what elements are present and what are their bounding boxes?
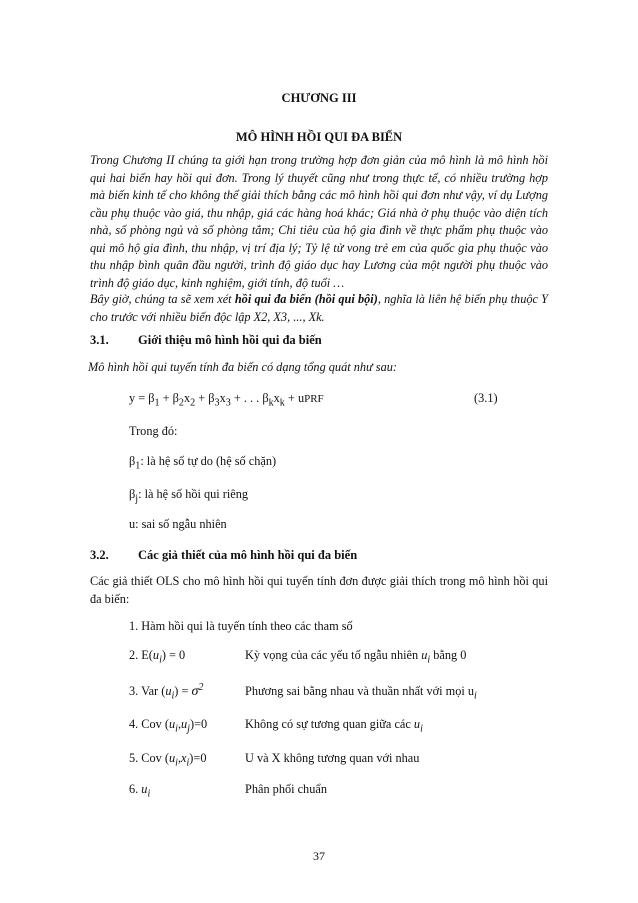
section-3-1-number: 3.1. [90,333,109,347]
multi-regression-paragraph [90,291,548,326]
section-3-2-title: Các giả thiết của mô hình hồi qui đa biến [138,548,358,562]
where-label: Trong đó: [129,424,178,438]
assumption-2: 2. $E(u_i) = 0$ [129,648,186,666]
assumption-3: 3. Var $(u_i) = \sigma^2$ [129,681,204,702]
def-beta1: $\beta_1$: là hệ số tự do (hệ số chặn) [129,454,277,472]
assumption-4-desc: Không có sự tương quan giữa các $u_i$ [245,717,423,735]
equation-number: (3.1) [474,391,498,405]
equation-3-1: $y = \beta_1 + \beta_2x_2 + \beta_3x_3$ + . . . $\beta_kx_k$ + uPRF [129,391,324,409]
assumption-6-desc: Phân phối chuẩn [245,782,327,796]
para2-after: , nghĩa là liên hệ biến phụ thuộc Y cho trước với nhiều biến độc lập X2, X3, ..., Xk. [90,292,549,324]
para2-before: Bây giờ, chúng ta sẽ xem xét [90,292,235,306]
assumption-4: 4. Cov $(u_i,u_j)=0$ [129,717,208,735]
general-form-text: Mô hình hồi qui tuyến tính đa biến có dạng tổng quát như sau: [88,360,397,374]
assumption-3-desc: Phương sai bằng nhau và thuần nhất với mọi $u_i$ [245,684,477,702]
assumption-2-desc: Kỳ vọng của các yếu tố ngẫu nhiên $u_i$ bằng 0 [245,648,467,666]
assumption-5: 5. Cov $(u_i,x_i)=0$ [129,751,207,769]
assumption-1: 1. Hàm hồi qui là tuyến tính theo các tham số [129,619,353,633]
page-number: 37 [313,849,325,863]
intro-paragraph: Trong Chương II chúng ta giới hạn trong trường hợp đơn giản của mô hình là mô hình hồi qui hai biến hay hồi qui đơn. Trong lý thuyết cũng như trong thực tế, có nhiều trường hợp mà biến kinh tế cho không thể giải thích bằng các mô hình hồi qui đơn như vậy, ví dụ Lượng cầu phụ thuộc vào giá, thu nhập, giá các hàng hoá khác; Giá nhà ở phụ thuộc vào diện tích nhà, số phòng ngủ và số phòng tắm; Chi tiêu của hộ gia đình về thực phẩm phụ thuộc vào qui mô hộ gia đình, thu nhập, vị trí địa lý; Tỷ lệ tử vong trẻ em của quốc gia phụ thuộc vào thu nhập bình quân đầu người, trình độ giáo dục hay Lương của một người phụ thuộc vào trình độ giáo dục, kinh nghiệm, giới tính, độ tuổi … [90,153,548,290]
assumption-6: 6. $u_i$ [129,782,151,800]
para2-bold-term: hồi qui đa biến (hồi qui bội) [234,292,378,306]
chapter-label: CHƯƠNG III [281,91,357,105]
assumption-5-desc: U và X không tương quan với nhau [245,751,420,765]
section-3-1-title: Giới thiệu mô hình hồi qui đa biến [138,333,322,347]
def-betaj: $\beta_j$: là hệ số hồi qui riêng [129,487,249,505]
chapter-title: MÔ HÌNH HỒI QUI ĐA BIẾN [235,130,403,144]
def-u: u: sai số ngẫu nhiên [129,517,227,531]
assumptions-intro: Các giả thiết OLS cho mô hình hồi qui tuyến tính đơn được giải thích trong mô hình hồi qui đa biến: [90,574,548,606]
section-3-2-number: 3.2. [90,548,109,562]
